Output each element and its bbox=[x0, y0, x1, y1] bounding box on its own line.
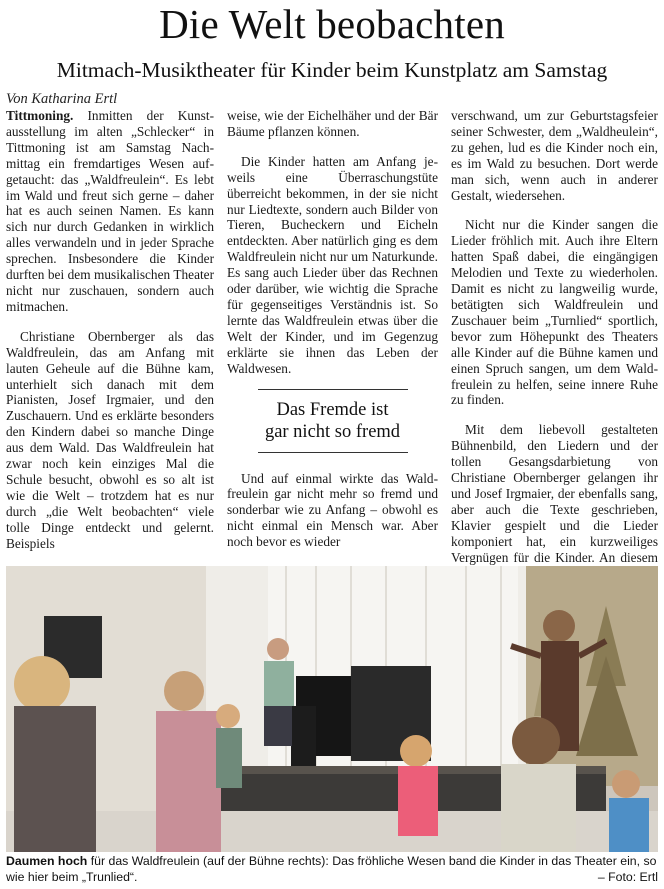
intertitle-line: gar nicht so fremd bbox=[264, 421, 401, 442]
photo-illustration bbox=[6, 566, 658, 852]
paragraph-text: Inmitten der Kunstausstellung im alten „Schlecker“ in Tittmoning ist am Samstag Nachmittag ein fremdartiges Wesen aufgetaucht: das „Waldfreulein“. Es lebt im Wald und freut sich gerne – daher hat es auch seinen Namen. Es kann sich nur durch Gedanken in wirklich alles verwandeln und in jeder Sprache sprechen. Insbesondere die Kinder durften bei dem musikalischen Theater nicht nur zuschauen, sondern auch mitmachen. bbox=[6, 108, 214, 314]
paragraph: Nicht nur die Kinder sangen die Lieder fröhlich mit. Auch ihre Eltern hatten Spaß dabei, die eingängigen Melodien und Texte zu wiederholen. Damit es nicht zu langweilig wurde, betätigten sich Waldfreulein und Zuschauer beim „Turnlied“ sportlich, bevor zum Höhepunkt des Theaters alle Kinder auf die Bühne kamen und einen Spruch sangen, um dem Waldfreulein zu helfen, seine innere Ruhe zu finden. bbox=[451, 217, 658, 408]
intertitle-line: Das Fremde ist bbox=[276, 399, 389, 420]
paragraph bbox=[6, 108, 214, 315]
article-photo bbox=[6, 566, 658, 852]
paragraph: Die Kinder hatten am Anfang jeweils eine Überraschungstüte überreicht bekommen, in der sie nicht nur Liedtexte, sondern auch Bilder von Tieren, Bucheckern und Eicheln entdeckten. Aber natürlich ging es dem Waldfreulein nicht nur um Naturkunde. Es sang auch Lieder über das Rechnen oder darüber, wie wichtig die Sprache für gegenseitiges Verständnis ist. So lernte das Waldfreulein etwas über die Welt der Kinder, und im Gegenzug erklärte sie ihnen das Leben der Waldwesen. bbox=[227, 153, 438, 376]
caption-text: für das Waldfreulein (auf der Bühne rechts): Das fröhliche Wesen band die Kinder in das Theater ein, so wie hier beim „Trunlied“. bbox=[6, 854, 657, 884]
dateline: Tittmoning. bbox=[6, 108, 74, 123]
byline: Von Katharina Ertl bbox=[6, 91, 118, 107]
divider bbox=[258, 452, 408, 453]
caption-lead: Daumen hoch bbox=[6, 854, 88, 868]
photo-caption bbox=[6, 853, 658, 889]
article-column-1 bbox=[6, 108, 214, 560]
intertitle bbox=[227, 399, 438, 443]
photo-credit: – Foto: Ertl bbox=[597, 870, 658, 884]
intertitle-block bbox=[227, 389, 438, 453]
divider bbox=[258, 389, 408, 390]
subheadline: Mitmach-Musiktheater für Kinder beim Kunstplatz am Samstag bbox=[56, 58, 608, 82]
paragraph: Christiane Obernberger als das Waldfreulein, das am Anfang mit lauten Geheule auf die Bühne kam, unterhielt sich danach mit dem Pianisten, Josef Irgmaier, und den Zuschauern. Und es erklärte besonders den Kindern dabei so manche Dinge aus dem Wald. Das Waldfreulein hat zwar noch kein einziges Mal die Schule besucht, obwohl es so alt ist wie die Welt – trotzdem hat es nur durch „die Welt beobachten“ viele tolle Dinge entdeckt und gelernt. Beispiels bbox=[6, 328, 214, 551]
paragraph: weise, wie der Eichelhäher und der Bär Bäume pflanzen können. bbox=[227, 108, 438, 139]
headline: Die Welt beobachten bbox=[159, 1, 505, 47]
paragraph: verschwand, um zur Geburtstagsfeier seiner Schwester, dem „Waldheulein“, zu gehen, lud es die Kinder noch ein, es im Wald zu besuchen. Dort werde man sich, wenn auch in anderer Gestalt, wiedersehen. bbox=[451, 108, 658, 203]
article-column-3 bbox=[451, 108, 658, 565]
paragraph: Mit dem liebevoll gestalteten Bühnenbild, den Liedern und der tollen Gesangsdarbietung von Christiane Obernberger gelangen ihr und Josef Irgmaier, der ebenfalls sang, aber auch die Texte geschrieben, Klavier gespielt und die Lieder komponiert hat, ein kurzweiliges Vergnügen für die Kinder. An diesem bbox=[451, 422, 658, 565]
paragraph: Und auf einmal wirkte das Waldfreulein gar nicht mehr so fremd und sonderbar wie zu Anfang – obwohl es nicht einmal ein Mensch war. Aber noch bevor es wieder bbox=[227, 470, 438, 550]
article-column-2 bbox=[227, 108, 438, 560]
